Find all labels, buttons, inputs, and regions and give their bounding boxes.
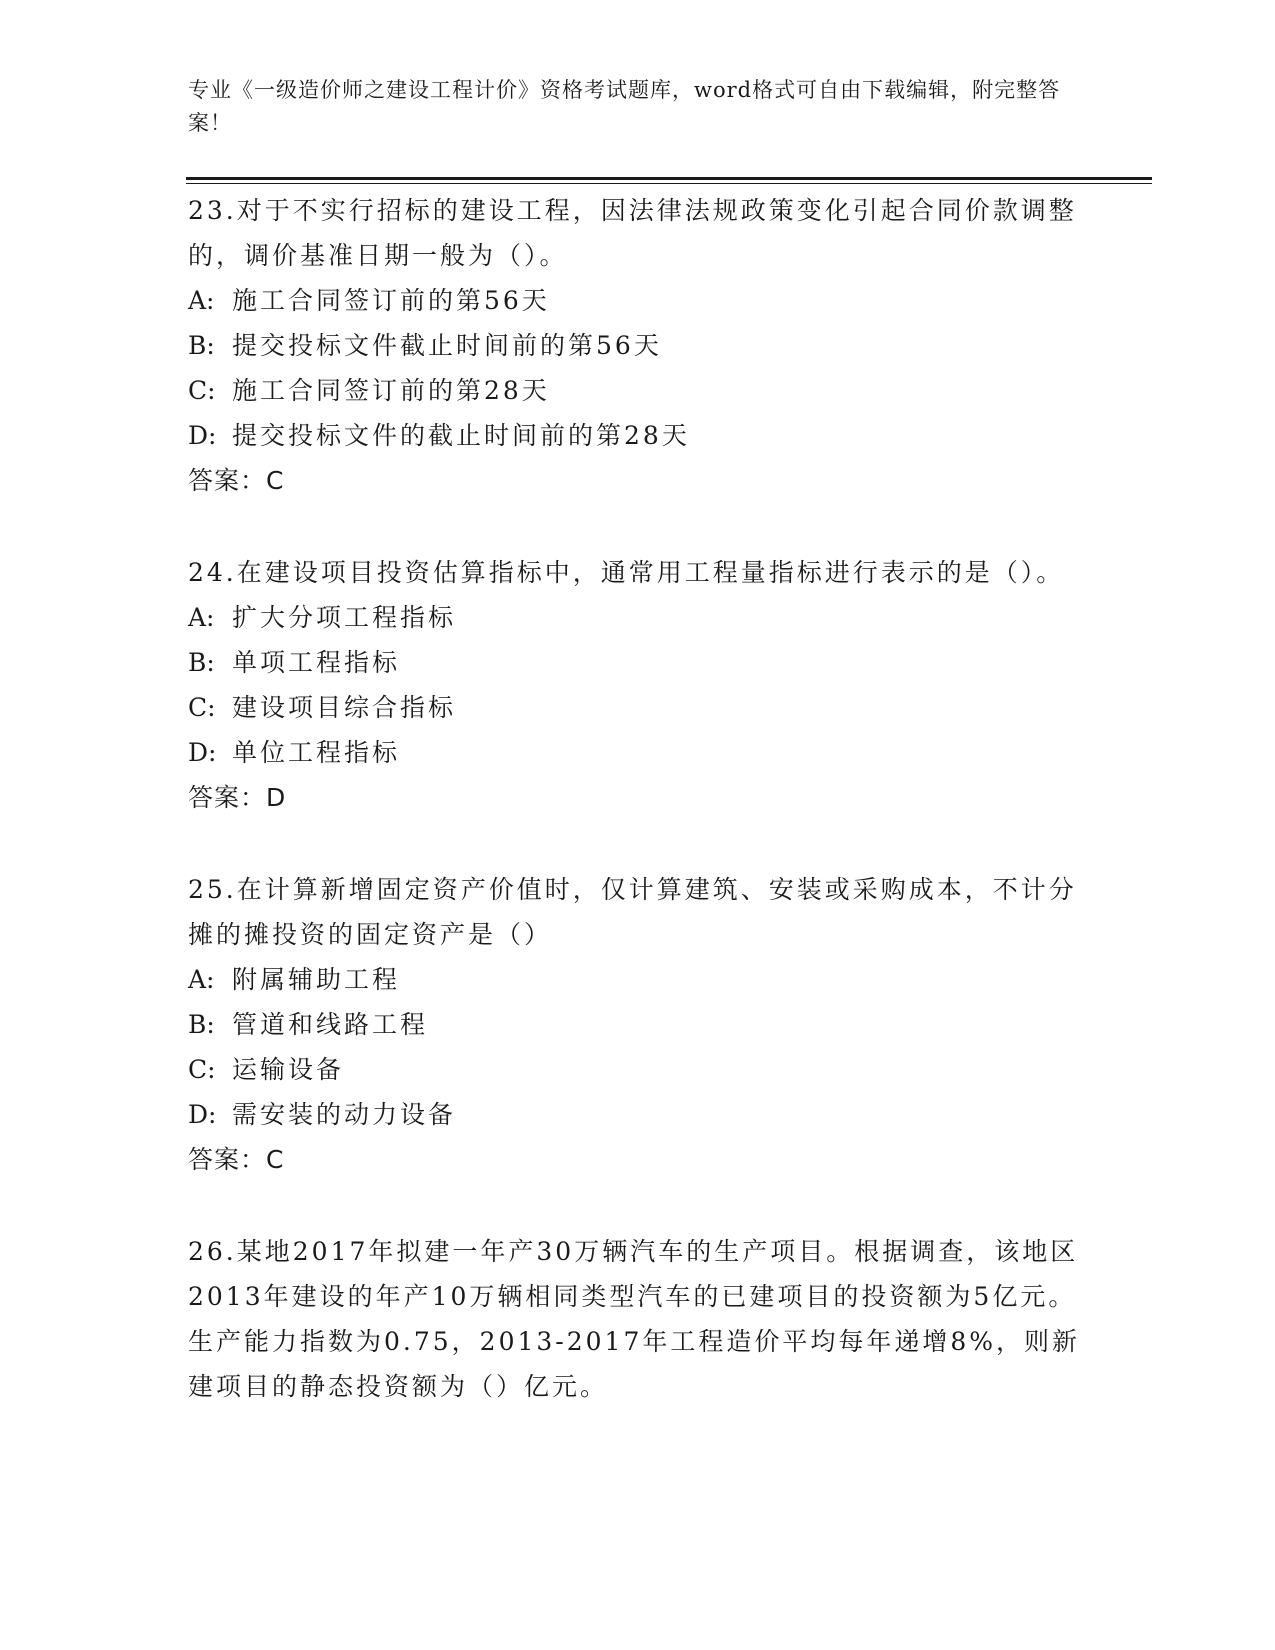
option-key: D: [188,738,217,767]
question-25 [188,867,1088,1182]
option-key: D: [188,421,217,450]
option-key: B: [188,331,215,360]
option-key: C: [188,693,216,722]
option-a [188,595,1088,640]
option-a [188,278,1088,323]
option-key: C: [188,376,216,405]
option-key: A: [188,965,215,994]
option-d [188,1092,1088,1137]
option-key: B: [188,648,215,677]
option-b [188,1002,1088,1047]
option-key: C: [188,1055,216,1084]
question-stem: 23.对于不实行招标的建设工程，因法律法规政策变化引起合同价款调整的，调价基准日期一般为（）。 [188,196,1077,270]
question-stem: 25.在计算新增固定资产价值时，仅计算建筑、安装或采购成本，不计分摊的摊投资的固定资产是（） [188,875,1077,949]
option-key: A: [188,286,215,315]
option-text: 管道和线路工程 [232,1010,429,1039]
document-intro: 专业《一级造价师之建设工程计价》资格考试题库，word格式可自由下载编辑，附完整答案！ [188,78,1061,135]
option-b [188,323,1088,368]
option-list [188,278,1088,458]
question-24 [188,550,1088,820]
header-rule-thick [186,177,1152,180]
option-text: 需安装的动力设备 [232,1100,457,1129]
question-list [188,188,1088,1456]
question-stem: 24.在建设项目投资估算指标中，通常用工程量指标进行表示的是（）。 [188,558,1065,587]
option-text: 单位工程指标 [232,738,401,767]
option-d [188,730,1088,775]
option-text: 附属辅助工程 [232,965,401,994]
option-key: B: [188,1010,215,1039]
question-23 [188,188,1088,503]
option-text: 施工合同签订前的第28天 [232,376,550,405]
answer-line: 答案：C [188,466,285,495]
option-key: A: [188,603,215,632]
question-26 [188,1229,1088,1409]
answer-line: 答案：C [188,1145,285,1174]
option-a [188,957,1088,1002]
option-text: 施工合同签订前的第56天 [232,286,550,315]
question-stem: 26.某地2017年拟建一年产30万辆汽车的生产项目。根据调查，该地区2013年建设的年产10万辆相同类型汽车的已建项目的投资额为5亿元。生产能力指数为0.75，2013-2017年工程造价平均每年递增8%，则新建项目的静态投资额为（）亿元。 [188,1237,1081,1401]
option-text: 扩大分项工程指标 [232,603,457,632]
option-text: 提交投标文件的截止时间前的第28天 [232,421,690,450]
option-b [188,640,1088,685]
option-c [188,1047,1088,1092]
option-list [188,595,1088,775]
option-d [188,413,1088,458]
answer-line: 答案：D [188,783,287,812]
option-text: 建设项目综合指标 [232,693,457,722]
header-rule-thin [186,183,1152,184]
option-key: D: [188,1100,217,1129]
option-text: 运输设备 [232,1055,345,1084]
option-c [188,368,1088,413]
option-list [188,957,1088,1137]
option-c [188,685,1088,730]
option-text: 提交投标文件截止时间前的第56天 [232,331,662,360]
option-text: 单项工程指标 [232,648,401,677]
